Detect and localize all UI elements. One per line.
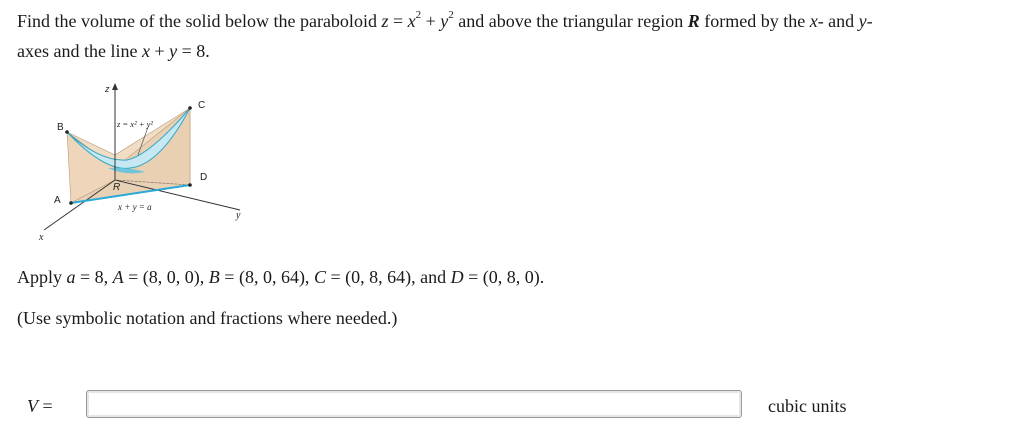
eq-z: z bbox=[381, 11, 389, 31]
units-label: cubic units bbox=[768, 396, 847, 416]
apply-D: D bbox=[450, 267, 464, 287]
y-axis-var: y bbox=[858, 11, 867, 31]
answer-eq: = bbox=[38, 396, 53, 416]
label-A: A bbox=[54, 195, 61, 206]
label-C: C bbox=[198, 100, 206, 111]
eq-equals: = bbox=[388, 11, 408, 31]
region-label: R bbox=[687, 11, 700, 31]
apply-B: B bbox=[208, 267, 220, 287]
point-C bbox=[188, 106, 192, 110]
hint-text: (Use symbolic notation and fractions where needed.) bbox=[17, 308, 398, 328]
apply-C: C bbox=[313, 267, 326, 287]
x-axis-var: x bbox=[809, 11, 818, 31]
apply-statement bbox=[17, 264, 544, 290]
point-B bbox=[65, 130, 69, 134]
volume-answer-input[interactable] bbox=[86, 390, 742, 418]
label-z: z bbox=[105, 84, 110, 94]
apply-C-val: = (0, 8, 64), and bbox=[325, 267, 451, 287]
answer-label bbox=[27, 394, 53, 418]
dash-text: - bbox=[866, 11, 873, 31]
solid-figure-svg bbox=[30, 80, 260, 245]
z-arrow bbox=[112, 83, 118, 90]
point-A bbox=[69, 201, 73, 205]
problem-text-2: and above the triangular region bbox=[453, 11, 688, 31]
problem-text-4: axes and the line bbox=[17, 41, 142, 61]
and-text: - and bbox=[817, 11, 859, 31]
label-D: D bbox=[200, 172, 208, 183]
problem-statement bbox=[17, 6, 1017, 66]
label-x: x bbox=[39, 232, 44, 243]
eq-y: y bbox=[440, 11, 449, 31]
problem-text-1: Find the volume of the solid below the paraboloid bbox=[17, 11, 377, 31]
line-equation-label: x + y = a bbox=[118, 202, 152, 212]
line-eq: = 8. bbox=[177, 41, 210, 61]
label-R: R bbox=[113, 182, 121, 193]
apply-A-val: = (8, 0, 0), bbox=[123, 267, 209, 287]
apply-a-eq: = 8, bbox=[75, 267, 113, 287]
eq-plus: + bbox=[421, 11, 441, 31]
answer-var: V bbox=[27, 396, 38, 416]
apply-D-val: = (0, 8, 0). bbox=[463, 267, 545, 287]
eq-x: x bbox=[407, 11, 416, 31]
eq-y-exponent: 2 bbox=[448, 9, 454, 21]
line-plus: + bbox=[149, 41, 170, 61]
label-B: B bbox=[57, 122, 64, 133]
apply-A: A bbox=[112, 267, 124, 287]
surface-equation-label: z = x² + y² bbox=[117, 119, 153, 129]
line-x: x bbox=[141, 41, 150, 61]
eq-x-exponent: 2 bbox=[415, 9, 422, 21]
label-y: y bbox=[236, 210, 241, 221]
line-y: y bbox=[169, 41, 178, 61]
apply-a: a bbox=[66, 267, 76, 287]
apply-prefix: Apply bbox=[17, 267, 67, 287]
solid-figure bbox=[30, 80, 260, 245]
apply-B-val: = (8, 0, 64), bbox=[219, 267, 314, 287]
problem-text-3: formed by the bbox=[699, 11, 810, 31]
point-D bbox=[188, 183, 192, 187]
